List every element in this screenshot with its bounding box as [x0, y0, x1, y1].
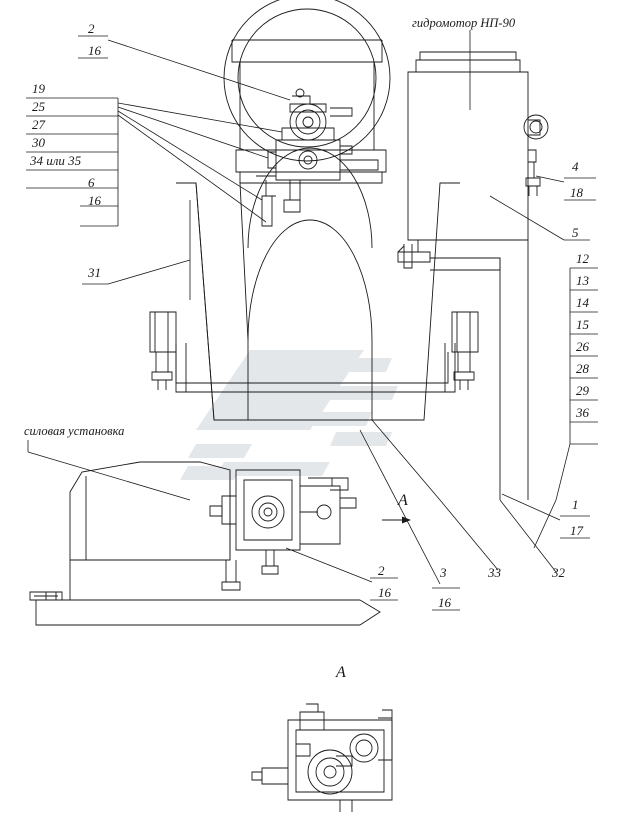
callout-25: 25 [32, 99, 45, 114]
callout-26: 26 [576, 339, 589, 354]
callout-14: 14 [576, 295, 589, 310]
callout-36: 36 [576, 405, 589, 420]
callout-16-bottom-left: 16 [378, 585, 391, 600]
callout-19: 19 [32, 81, 45, 96]
callout-27: 27 [32, 117, 45, 132]
callout-16-top: 16 [88, 43, 101, 58]
power-unit-caption: силовая установка [24, 424, 125, 438]
hydromotor-title: гидромотор НП-90 [412, 16, 516, 30]
callout-18: 18 [570, 185, 583, 200]
callout-33: 33 [488, 565, 501, 580]
section-marker-detail: A [336, 664, 346, 681]
callout-2-bottom: 2 [378, 563, 385, 578]
watermark [180, 350, 398, 480]
callout-17: 17 [570, 523, 583, 538]
callout-34-or-35: 34 или 35 [30, 153, 82, 168]
callout-16-bottom-right: 16 [438, 595, 451, 610]
callout-4: 4 [572, 159, 579, 174]
callout-2-top: 2 [88, 21, 95, 36]
callout-29: 29 [576, 383, 589, 398]
callout-6: 6 [88, 175, 95, 190]
callout-28: 28 [576, 361, 589, 376]
leader-lines [26, 30, 598, 610]
section-marker-main: A [398, 492, 408, 509]
callout-15: 15 [576, 317, 589, 332]
callout-5: 5 [572, 225, 579, 240]
callout-31: 31 [88, 265, 101, 280]
callout-16-mid: 16 [88, 193, 101, 208]
callout-1: 1 [572, 497, 579, 512]
callout-13: 13 [576, 273, 589, 288]
callout-12: 12 [576, 251, 589, 266]
callout-32: 32 [552, 565, 565, 580]
callout-30: 30 [32, 135, 45, 150]
callout-3: 3 [440, 565, 447, 580]
